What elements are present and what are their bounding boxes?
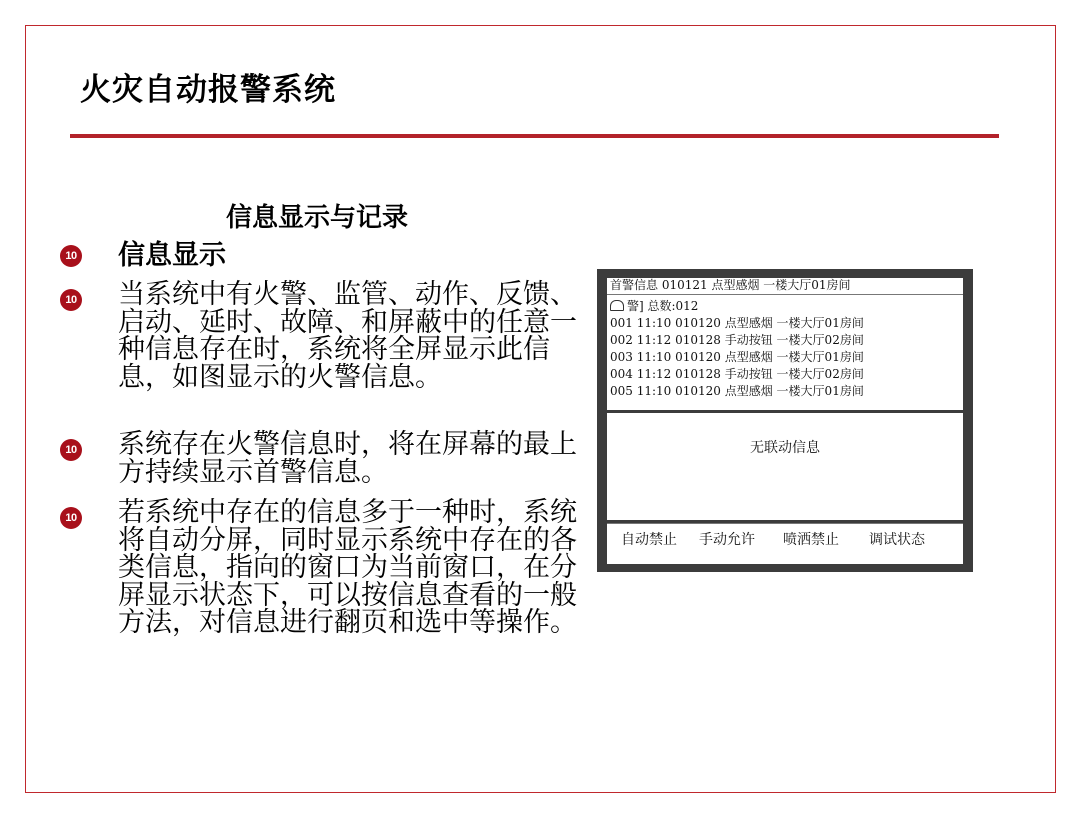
bell-icon (610, 300, 624, 311)
alarm-count-label: 警] 总数:012 (627, 299, 699, 313)
linkage-window (607, 413, 963, 520)
alarm-row: 001 11:10 010120 点型感烟 一楼大厅01房间 (610, 316, 864, 330)
alarm-list-header (610, 299, 698, 314)
title-divider (70, 134, 999, 138)
alarm-panel-screen (597, 269, 973, 572)
bullet-marker-icon: 10 (60, 245, 82, 267)
first-alarm-text: 首警信息 010121 点型感烟 一楼大厅01房间 (610, 278, 851, 292)
alarm-row: 005 11:10 010120 点型感烟 一楼大厅01房间 (610, 384, 864, 398)
bullet-marker-icon: 10 (60, 507, 82, 529)
bullet-text: 系统存在火警信息时，将在屏幕的最上方持续显示首警信息。 (118, 429, 577, 488)
alarm-row: 004 11:12 010128 手动按钮 一楼大厅02房间 (610, 367, 864, 381)
alarm-row: 002 11:12 010128 手动按钮 一楼大厅02房间 (610, 333, 864, 347)
status-bar (607, 523, 963, 564)
linkage-message: 无联动信息 (750, 440, 820, 456)
status-sprinkler: 喷洒禁止 (783, 532, 839, 548)
alarm-row: 003 11:10 010120 点型感烟 一楼大厅01房间 (610, 350, 864, 364)
bullet-text: 当系统中有火警、监管、动作、反馈、启动、延时、故障、和屏蔽中的任意一种信息存在时，系统将全屏显示此信息，如图显示的火警信息。 (118, 279, 577, 393)
bullet-text: 若系统中存在的信息多于一种时，系统将自动分屏，同时显示系统中存在的各类信息，指向的窗口为当前窗口，在分屏显示状态下，可以按信息查看的一般方法，对信息进行翻页和选中等操作。 (118, 497, 577, 638)
status-debug: 调试状态 (869, 532, 925, 548)
bullet-text: 信息显示 (118, 240, 226, 271)
section-subtitle: 信息显示与记录 (226, 203, 409, 233)
bullet-marker-icon: 10 (60, 289, 82, 311)
status-auto: 自动禁止 (621, 532, 677, 548)
alarm-list-window (607, 295, 963, 410)
slide-title: 火灾自动报警系统 (80, 72, 336, 108)
bullet-marker-icon: 10 (60, 439, 82, 461)
first-alarm-bar (607, 278, 963, 295)
status-manual: 手动允许 (699, 532, 755, 548)
